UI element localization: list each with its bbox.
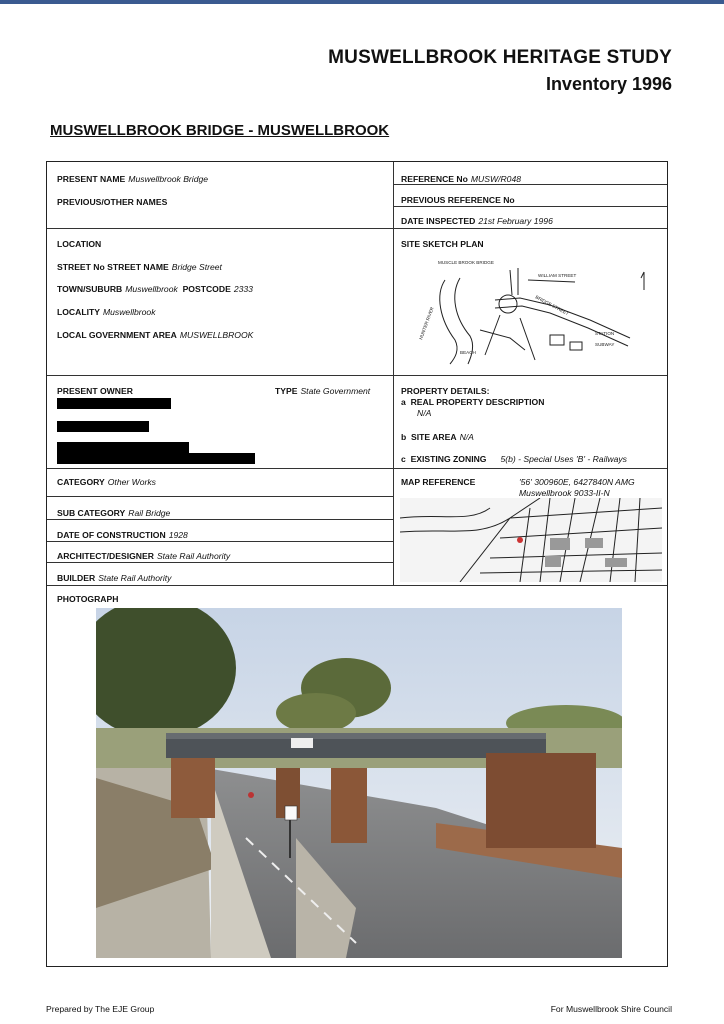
column-divider [393, 162, 394, 585]
locality-field: LOCALITY Muswellbrook [57, 307, 156, 317]
previous-reference-field: PREVIOUS REFERENCE No [401, 195, 515, 205]
map-reference-line2: Muswellbrook 9033-II-N [519, 488, 610, 498]
sketch-label: BRIDGE STREET [534, 294, 570, 317]
reference-field: REFERENCE No MUSW/R048 [401, 174, 521, 184]
item-heading: MUSWELLBROOK BRIDGE - MUSWELLBROOK [50, 122, 390, 139]
redaction-bar [57, 398, 171, 409]
footer-prepared-by: Prepared by The EJE Group [46, 1004, 155, 1014]
redaction-bar [57, 421, 149, 432]
row-divider [47, 496, 393, 497]
date-construction-field: DATE OF CONSTRUCTION 1928 [57, 530, 188, 540]
site-sketch-plan [400, 250, 662, 365]
site-sketch-label: SITE SKETCH PLAN [401, 239, 484, 249]
sketch-label: MUSCLE BROOK BRIDGE [438, 260, 494, 265]
bridge-photograph [96, 608, 622, 958]
zoning-field: c EXISTING ZONING 5(b) - Special Uses 'B' - Railways [401, 454, 627, 464]
row-divider [47, 562, 393, 563]
document-subtitle: Inventory 1996 [545, 74, 672, 94]
row-divider [47, 519, 393, 520]
present-owner-label: PRESENT OWNER [57, 386, 133, 396]
real-property-field: a REAL PROPERTY DESCRIPTION [401, 397, 545, 407]
town-field: TOWN/SUBURB Muswellbrook POSTCODE 2333 [57, 284, 253, 294]
property-details-label: PROPERTY DETAILS: [401, 386, 490, 396]
row-divider [393, 206, 667, 207]
sketch-label: WILLIAM STREET [538, 273, 577, 278]
date-inspected-field: DATE INSPECTED 21st February 1996 [401, 216, 553, 226]
map-reference-label: MAP REFERENCE [401, 477, 476, 487]
row-divider [47, 375, 667, 376]
present-name-field: PRESENT NAME Muswellbrook Bridge [57, 174, 209, 184]
lga-field: LOCAL GOVERNMENT AREA MUSWELLBROOK [57, 330, 254, 340]
row-divider [393, 184, 667, 185]
type-field: TYPE State Government [275, 386, 371, 396]
top-edge-bar [0, 0, 724, 4]
row-divider [47, 585, 667, 586]
site-area-field: b SITE AREA N/A [401, 432, 474, 442]
redaction-bar [57, 442, 189, 453]
footer-council: For Muswellbrook Shire Council [550, 1004, 672, 1014]
sketch-label: STATION [595, 331, 615, 336]
sub-category-field: SUB CATEGORY Rail Bridge [57, 508, 171, 518]
architect-field: ARCHITECT/DESIGNER State Rail Authority [57, 551, 231, 561]
row-divider [47, 468, 667, 469]
category-field: CATEGORY Other Works [57, 477, 156, 487]
row-divider [47, 541, 393, 542]
sketch-label: BEACH [460, 350, 476, 355]
photograph-label: PHOTOGRAPH [57, 594, 119, 604]
map-extract [400, 498, 662, 582]
document-title: MUSWELLBROOK HERITAGE STUDY [328, 47, 672, 68]
real-property-value: N/A [417, 408, 432, 418]
sketch-label: SUBWAY [595, 342, 615, 347]
sketch-label: HUNTER RIVER [418, 306, 435, 341]
redaction-bar [57, 453, 255, 464]
previous-names-field: PREVIOUS/OTHER NAMES [57, 197, 168, 207]
location-label: LOCATION [57, 239, 102, 249]
builder-field: BUILDER State Rail Authority [57, 573, 172, 583]
row-divider [47, 228, 667, 229]
street-field: STREET No STREET NAME Bridge Street [57, 262, 222, 272]
map-reference-line1: '56' 300960E, 6427840N AMG [519, 477, 635, 487]
